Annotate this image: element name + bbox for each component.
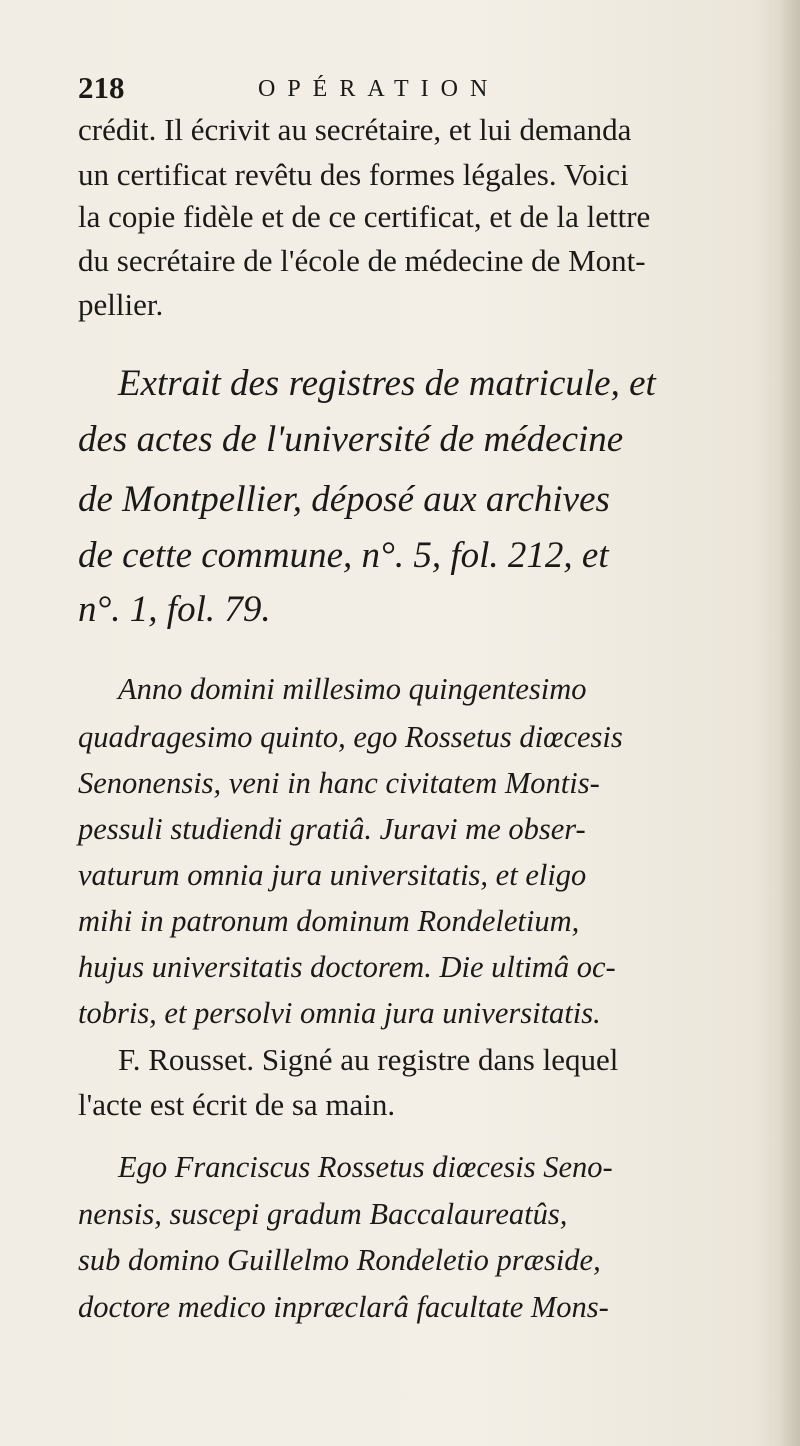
latin-line: sub domino Guillelmo Rondeletio præside, xyxy=(78,1243,601,1277)
latin-line: mihi in patronum dominum Rondeletium, xyxy=(78,904,580,938)
text-line: l'acte est écrit de sa main. xyxy=(78,1087,396,1122)
latin-line: quadragesimo quinto, ego Rossetus diœcesis xyxy=(78,720,623,754)
latin-line: tobris, et persolvi omnia jura universitatis. xyxy=(78,996,601,1030)
latin-line: hujus universitatis doctorem. Die ultimâ oc- xyxy=(78,950,616,984)
latin-line: nensis, suscepi gradum Baccalaureatûs, xyxy=(78,1197,568,1231)
page-number: 218 xyxy=(78,70,125,105)
text-line: un certificat revêtu des formes légales. Voici xyxy=(78,157,629,192)
extract-heading-line: de cette commune, n°. 5, fol. 212, et xyxy=(78,535,609,576)
text-line: pellier. xyxy=(78,287,164,322)
latin-line: Anno domini millesimo quingentesimo xyxy=(118,672,587,706)
text-line: du secrétaire de l'école de médecine de Mont- xyxy=(78,243,646,278)
extract-heading-line: de Montpellier, déposé aux archives xyxy=(78,479,610,520)
text-line: crédit. Il écrivit au secrétaire, et lui demanda xyxy=(78,112,632,147)
page-header xyxy=(78,70,758,110)
extract-heading-line: n°. 1, fol. 79. xyxy=(78,589,271,630)
latin-line: vaturum omnia jura universitatis, et eligo xyxy=(78,858,587,892)
text-line: la copie fidèle et de ce certificat, et de la lettre xyxy=(78,199,651,234)
latin-line: pessuli studiendi gratiâ. Juravi me obser- xyxy=(78,812,586,846)
page-edge-shadow xyxy=(778,0,800,1446)
extract-heading-line: des actes de l'université de médecine xyxy=(78,419,624,460)
latin-line: Ego Franciscus Rossetus diœcesis Seno- xyxy=(118,1150,613,1184)
latin-line: doctore medico inpræclarâ facultate Mons- xyxy=(78,1290,609,1324)
extract-heading-line: Extrait des registres de matricule, et xyxy=(118,363,656,404)
running-head: OPÉRATION xyxy=(258,76,500,102)
text-line: F. Rousset. Signé au registre dans lequel xyxy=(118,1042,619,1077)
latin-line: Senonensis, veni in hanc civitatem Montis- xyxy=(78,766,600,800)
